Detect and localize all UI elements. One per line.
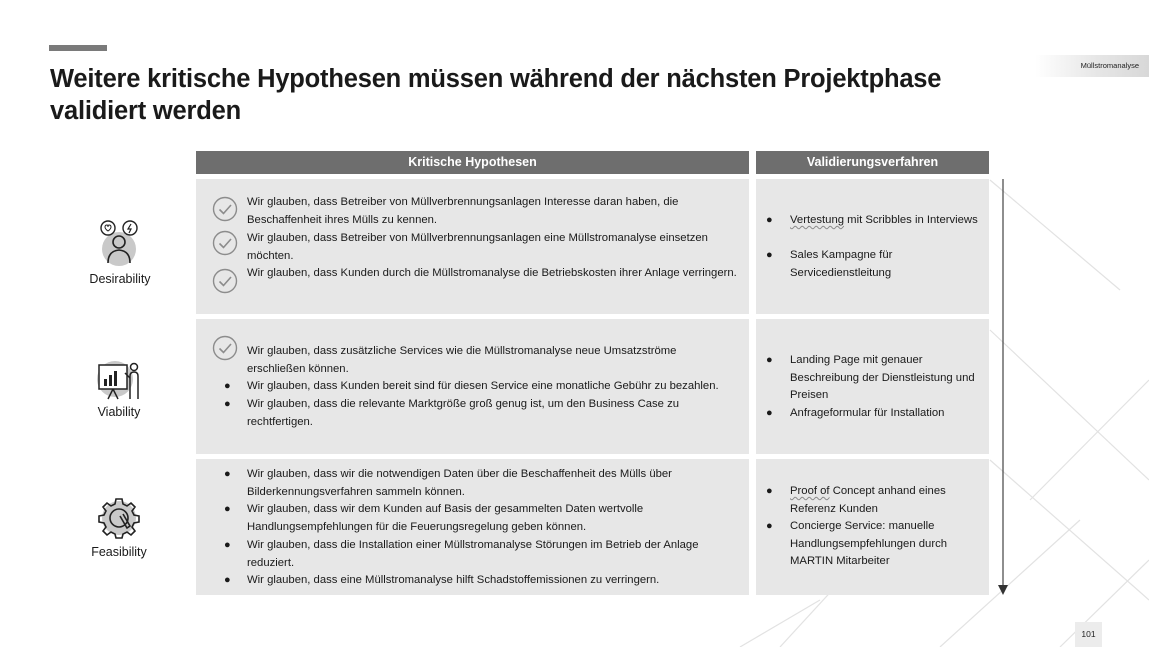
hypotheses-cell-feasibility [196, 459, 749, 595]
validation-cell-viability [756, 319, 989, 454]
check-circle-icon [212, 335, 238, 361]
hypotheses-cell-desirability [196, 179, 749, 314]
check-circle-icon [212, 230, 238, 256]
list-item: Wir glauben, dass Betreiber von Müllverbrennungsanlagen eine Müllstromanalyse einsetzen möchten. [247, 230, 737, 265]
progression-arrow [996, 179, 1010, 597]
list-item: Wir glauben, dass Kunden durch die Müllstromanalyse die Betriebskosten ihrer Anlage verringern. [247, 265, 737, 283]
list-item: Wir glauben, dass Betreiber von Müllverbrennungsanlagen Interesse daran haben, die Beschaffenheit ihres Mülls zu kennen. [247, 194, 737, 229]
page-title: Weitere kritische Hypothesen müssen während der nächsten Projektphase validiert werden [50, 65, 942, 125]
list-item: ● Wir glauben, dass eine Müllstromanalyse hilft Schadstoffemissionen zu verringern. [224, 574, 660, 586]
list-item: Wir glauben, dass zusätzliche Services wie die Müllstromanalyse neue Umsatzströme erschließen können. [247, 343, 737, 378]
validation-cell-feasibility [756, 459, 989, 595]
column-header-validation: Validierungsverfahren [756, 151, 989, 174]
check-circle-icon [212, 196, 238, 222]
desirability-person-icon [93, 216, 145, 268]
list-item: ● Wir glauben, dass wir dem Kunden auf Basis der gesammelten Daten wertvolle Handlungsempfehlungen für die Feuerungsregelung geben können. [224, 503, 644, 533]
list-item: ● Proof of Concept anhand eines Referenz Kunden [766, 485, 946, 515]
feasibility-gear-icon [97, 496, 141, 540]
list-item: ● Concierge Service: manuelle Handlungsempfehlungen durch MARTIN Mitarbeiter [766, 520, 948, 568]
column-header-hypotheses: Kritische Hypothesen [196, 151, 749, 174]
list-item: ● Landing Page mit genauer Beschreibung der Dienstleistung und Preisen [766, 354, 975, 402]
viability-presentation-icon [95, 355, 143, 401]
list-item: ● Sales Kampagne für Servicedienstleitung [766, 249, 893, 279]
validation-cell-desirability [756, 179, 989, 314]
list-item: ● Anfrageformular für Installation [766, 407, 945, 419]
list-item: ● Wir glauben, dass wir die notwendigen Daten über die Beschaffenheit des Mülls über Bilderkennungsverfahren sammeln können. [224, 468, 672, 498]
page-number: 101 [1075, 622, 1102, 647]
list-item: ● Vertestung mit Scribbles in Interviews [766, 214, 978, 226]
category-viability: Viability [97, 405, 141, 419]
list-item: ● Wir glauben, dass Kunden bereit sind für diesen Service eine monatliche Gebühr zu bezahlen. [224, 380, 719, 392]
list-item: ● Wir glauben, dass die relevante Marktgröße groß genug ist, um den Business Case zu rechtfertigen. [224, 398, 680, 428]
category-feasibility: Feasibility [91, 545, 147, 559]
accent-bar [49, 45, 107, 51]
check-circle-icon [212, 268, 238, 294]
hypotheses-cell-viability [196, 319, 749, 454]
section-tag: Müllstromanalyse [1035, 55, 1149, 77]
category-desirability: Desirability [89, 272, 151, 286]
list-item: ● Wir glauben, dass die Installation einer Müllstromanalyse Störungen im Betrieb der Anlage reduziert. [224, 539, 699, 569]
